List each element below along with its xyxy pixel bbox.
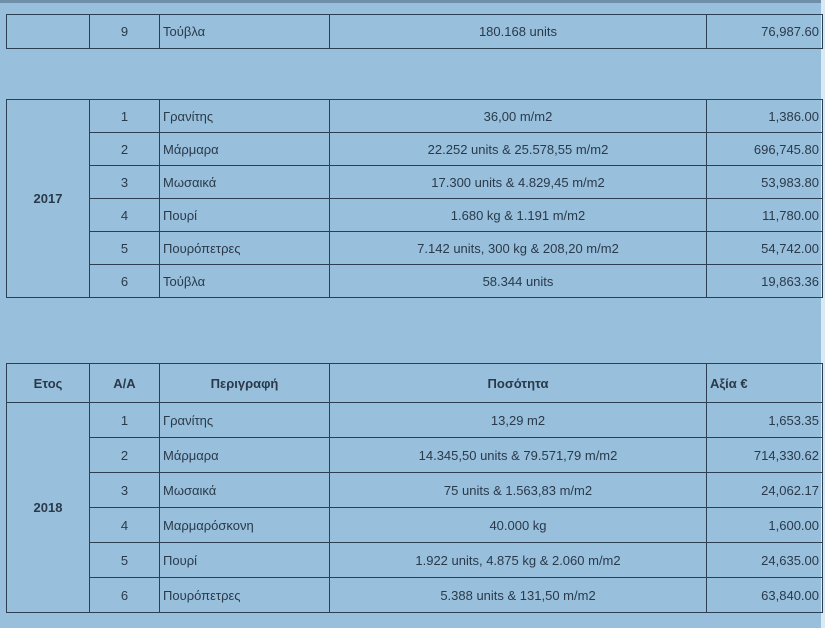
table-row [7,199,823,232]
row-value: 1,600.00 [707,508,823,543]
row-number: 3 [90,473,160,508]
table-row [7,166,823,199]
row-description: Μωσαικά [160,473,330,508]
row-quantity: 7.142 units, 300 kg & 208,20 m/m2 [330,232,707,265]
row-number: 4 [90,508,160,543]
table-row [7,265,823,298]
row-value: 714,330.62 [707,438,823,473]
row-quantity: 75 units & 1.563,83 m/m2 [330,473,707,508]
table-row [7,473,823,508]
row-quantity: 40.000 kg [330,508,707,543]
row-value: 63,840.00 [707,578,823,613]
table-row [7,100,823,133]
row-number: 2 [90,438,160,473]
table-header-row [7,364,823,403]
row-value: 76,987.60 [707,15,823,49]
row-number: 4 [90,199,160,232]
table-row [7,578,823,613]
year-cell [7,15,90,49]
row-description: Μωσαικά [160,166,330,199]
row-value: 696,745.80 [707,133,823,166]
header-quantity: Ποσότητα [330,364,707,403]
row-number: 6 [90,578,160,613]
row-description: Τούβλα [160,265,330,298]
row-description: Μάρμαρα [160,133,330,166]
row-value: 11,780.00 [707,199,823,232]
row-quantity: 1.922 units, 4.875 kg & 2.060 m/m2 [330,543,707,578]
row-quantity: 58.344 units [330,265,707,298]
row-description: Γρανίτης [160,100,330,133]
table-block-2018 [6,363,823,613]
header-description: Περιγραφή [160,364,330,403]
row-quantity: 22.252 units & 25.578,55 m/m2 [330,133,707,166]
row-description: Γρανίτης [160,403,330,438]
row-value: 24,062.17 [707,473,823,508]
row-number: 3 [90,166,160,199]
year-cell: 2018 [7,403,90,613]
row-description: Πουρί [160,543,330,578]
row-value: 54,742.00 [707,232,823,265]
row-number: 1 [90,403,160,438]
row-description: Τούβλα [160,15,330,49]
table-block-2017 [6,99,823,298]
row-number: 5 [90,543,160,578]
table-row [7,438,823,473]
row-value: 53,983.80 [707,166,823,199]
row-quantity: 13,29 m2 [330,403,707,438]
row-description: Πουρόπετρες [160,578,330,613]
header-year: Ετος [7,364,90,403]
table-block-previous-year [6,14,823,49]
year-cell: 2017 [7,100,90,298]
row-value: 19,863.36 [707,265,823,298]
row-value: 24,635.00 [707,543,823,578]
row-quantity: 5.388 units & 131,50 m/m2 [330,578,707,613]
row-description: Μάρμαρα [160,438,330,473]
row-number: 2 [90,133,160,166]
row-quantity: 36,00 m/m2 [330,100,707,133]
row-number: 9 [90,15,160,49]
row-quantity: 180.168 units [330,15,707,49]
row-number: 6 [90,265,160,298]
row-number: 5 [90,232,160,265]
row-description: Πουρόπετρες [160,232,330,265]
row-value: 1,653.35 [707,403,823,438]
table-row [7,15,823,49]
table-row [7,232,823,265]
row-quantity: 1.680 kg & 1.191 m/m2 [330,199,707,232]
table-row [7,543,823,578]
table-row [7,403,823,438]
table-row [7,133,823,166]
header-value: Αξία € [707,364,823,403]
header-aa: Α/Α [90,364,160,403]
row-quantity: 14.345,50 units & 79.571,79 m/m2 [330,438,707,473]
row-description: Μαρμαρόσκονη [160,508,330,543]
row-number: 1 [90,100,160,133]
row-value: 1,386.00 [707,100,823,133]
top-border [0,0,825,3]
row-description: Πουρί [160,199,330,232]
table-row [7,508,823,543]
row-quantity: 17.300 units & 4.829,45 m/m2 [330,166,707,199]
